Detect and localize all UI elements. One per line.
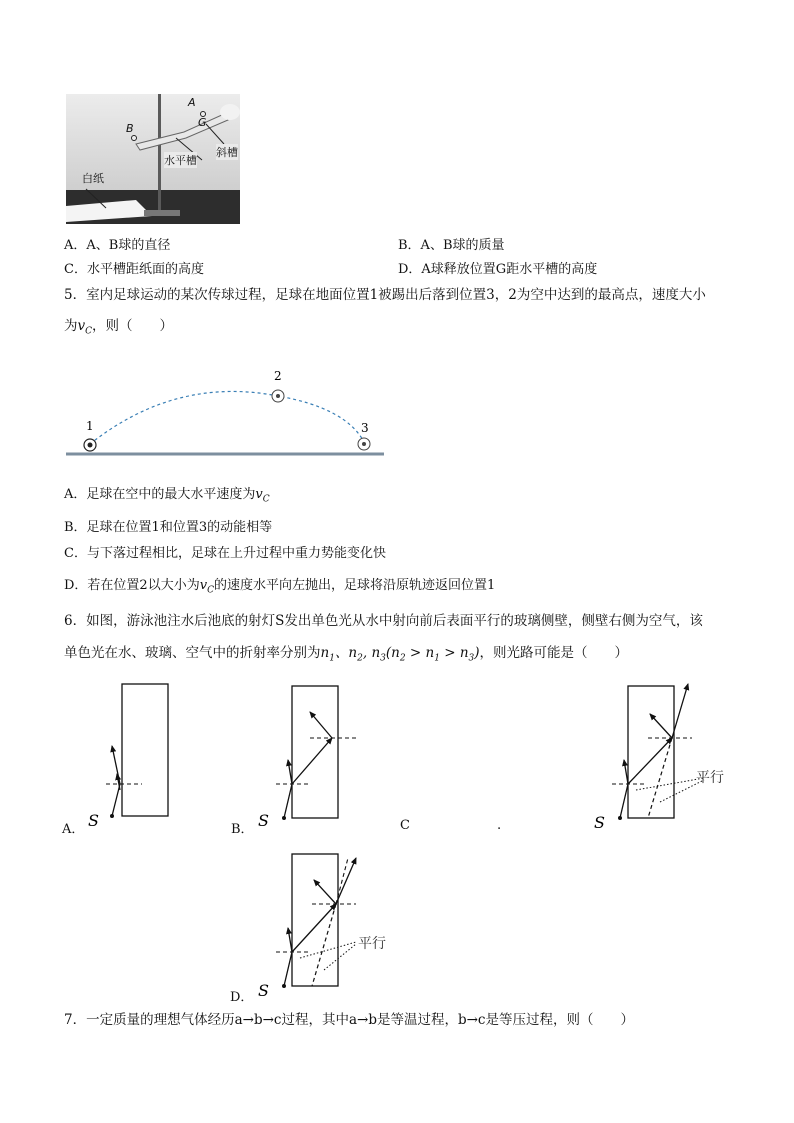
label-white-paper: 白纸 <box>82 172 104 185</box>
parallel-label-D: 平行 <box>358 936 386 952</box>
q5-stem-line2-post: ，则（ ） <box>92 318 174 334</box>
q4-option-D[interactable]: D．A球释放位置G距水平槽的高度 <box>398 262 598 277</box>
label-G: G <box>198 116 207 129</box>
q6-stem-line1: 6．如图，游泳池注水后池底的射灯S发出单色光从水中射向前后表面平行的玻璃侧壁，侧壁右侧为空气，该 <box>64 613 703 629</box>
source-S-label-C: S <box>594 813 605 830</box>
q5-option-D-pre: D．若在位置2以大小为 <box>64 578 200 593</box>
vc-symbol: $v_C$ <box>255 487 270 505</box>
q4-option-C[interactable]: C．水平槽距纸面的高度 <box>64 262 204 277</box>
trajectory-path <box>90 391 364 444</box>
q5-option-D[interactable] <box>64 578 495 599</box>
q5-option-B[interactable]: B．足球在位置1和位置3的动能相等 <box>64 520 273 535</box>
q6-option-B-label[interactable]: B． <box>231 822 254 837</box>
q6-stem-line2-post: ，则光路可能是（ ） <box>479 645 629 661</box>
q4-option-B[interactable]: B．A、B球的质量 <box>398 238 505 253</box>
refractive-index-expression: $n_1$、$n_2$, $n_3(n_2 > n_1 > n_3)$ <box>320 645 480 664</box>
q6-stem-line2-pre: 单色光在水、玻璃、空气中的折射率分别为 <box>64 645 321 661</box>
q7-stem: 7．一定质量的理想气体经历a→b→c过程，其中a→b是等温过程，b→c是等压过程，则（ ） <box>64 1012 634 1028</box>
vc-symbol: $v_C$ <box>77 318 93 337</box>
q5-option-C[interactable]: C．与下落过程相比，足球在上升过程中重力势能变化快 <box>64 546 386 561</box>
q5-option-A[interactable] <box>64 487 270 508</box>
pos-label-3: 3 <box>361 421 369 435</box>
q4-option-A[interactable]: A．A、B球的直径 <box>64 238 171 253</box>
q6-option-C-dot: . <box>497 818 502 833</box>
q6-diagram-C[interactable] <box>588 680 738 830</box>
q6-diagram-A[interactable] <box>80 680 190 830</box>
label-inclined-groove: 斜槽 <box>216 146 238 159</box>
q6-stem-line2 <box>64 644 628 668</box>
parallel-label-C: 平行 <box>696 770 724 786</box>
q6-option-C-label[interactable]: C <box>400 818 410 833</box>
label-horizontal-groove: 水平槽 <box>164 154 197 167</box>
vc-symbol: $v_C$ <box>199 578 214 596</box>
source-S-label-A: S <box>88 811 99 830</box>
source-S-label-B: S <box>258 811 269 830</box>
q6-diagram-B[interactable] <box>252 680 372 830</box>
q5-option-A-text: A．足球在空中的最大水平速度为 <box>64 487 256 502</box>
q5-trajectory-figure <box>66 366 386 456</box>
q5-stem-line2-pre: 为 <box>64 318 78 334</box>
pos-label-2: 2 <box>274 369 282 383</box>
apparatus-drawing <box>66 94 240 224</box>
label-B: B <box>126 122 134 135</box>
q6-diagram-D[interactable] <box>252 848 412 1000</box>
q5-stem-line2 <box>64 317 173 341</box>
q6-option-A-label[interactable]: A． <box>62 822 85 837</box>
q5-stem-line1: 5．室内足球运动的某次传球过程，足球在地面位置1被踢出后落到位置3，2为空中达到的最高点，速度大小 <box>64 287 706 303</box>
label-A: A <box>188 96 196 109</box>
q5-option-D-post: 的速度水平向左抛出，足球将沿原轨迹返回位置1 <box>213 578 496 593</box>
pos-label-1: 1 <box>86 419 94 433</box>
q6-option-D-label[interactable]: D． <box>230 990 254 1005</box>
source-S-label-D: S <box>258 981 269 1000</box>
q4-experiment-photo <box>66 94 240 224</box>
